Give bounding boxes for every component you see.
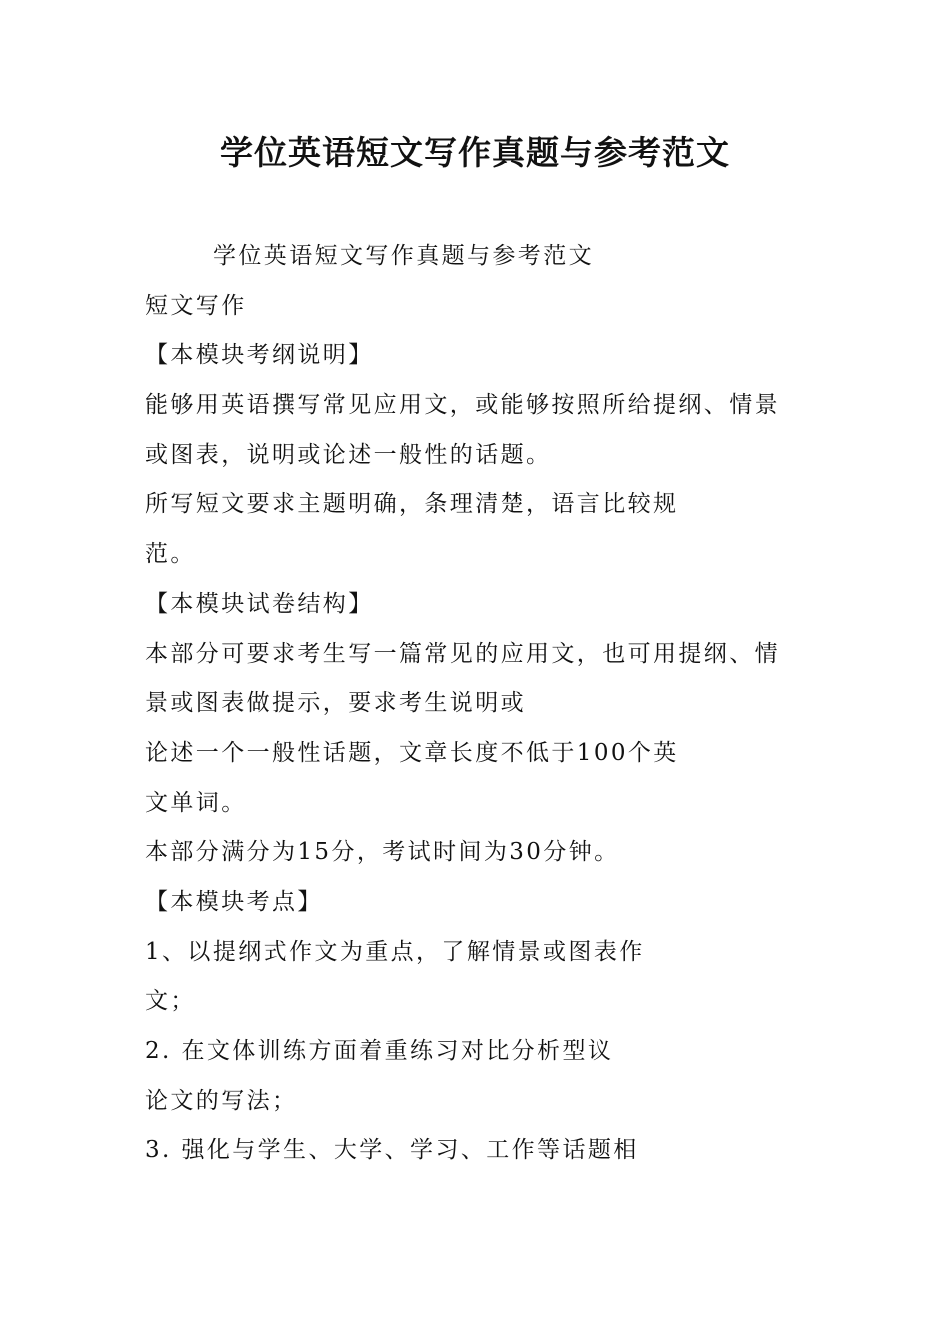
document-body <box>145 232 825 1176</box>
section-heading: 【本模块考纲说明】 <box>145 342 374 369</box>
paragraph-line: 能够用英语撰写常见应用文，或能够按照所给提纲、情景 <box>145 392 780 419</box>
document-title: 学位英语短文写作真题与参考范文 <box>220 133 730 172</box>
list-item-line: 3. 强化与学生、大学、学习、工作等话题相 <box>145 1137 639 1164</box>
section-heading: 【本模块试卷结构】 <box>145 590 374 617</box>
paragraph-line: 本部分满分为15分，考试时间为30分钟。 <box>145 839 620 866</box>
paragraph-line: 文单词。 <box>145 789 247 816</box>
paragraph-line: 景或图表做提示，要求考生说明或 <box>145 690 526 717</box>
paragraph-line: 所写短文要求主题明确，条理清楚，语言比较规 <box>145 491 679 518</box>
paragraph-line: 本部分可要求考生写一篇常见的应用文，也可用提纲、情 <box>145 640 780 667</box>
paragraph-line: 范。 <box>145 541 196 568</box>
subtitle-line: 学位英语短文写作真题与参考范文 <box>213 243 594 269</box>
paragraph-line: 论述一个一般性话题，文章长度不低于100个英 <box>145 739 679 766</box>
list-item-line: 2. 在文体训练方面着重练习对比分析型议 <box>145 1038 614 1064</box>
section-label: 短文写作 <box>145 292 247 319</box>
list-item-line: 论文的写法； <box>145 1087 298 1114</box>
list-item-line: 文； <box>145 988 196 1015</box>
section-heading: 【本模块考点】 <box>145 888 323 915</box>
paragraph-line: 或图表，说明或论述一般性的话题。 <box>145 441 552 468</box>
list-item-line: 1、以提纲式作文为重点，了解情景或图表作 <box>145 938 645 965</box>
